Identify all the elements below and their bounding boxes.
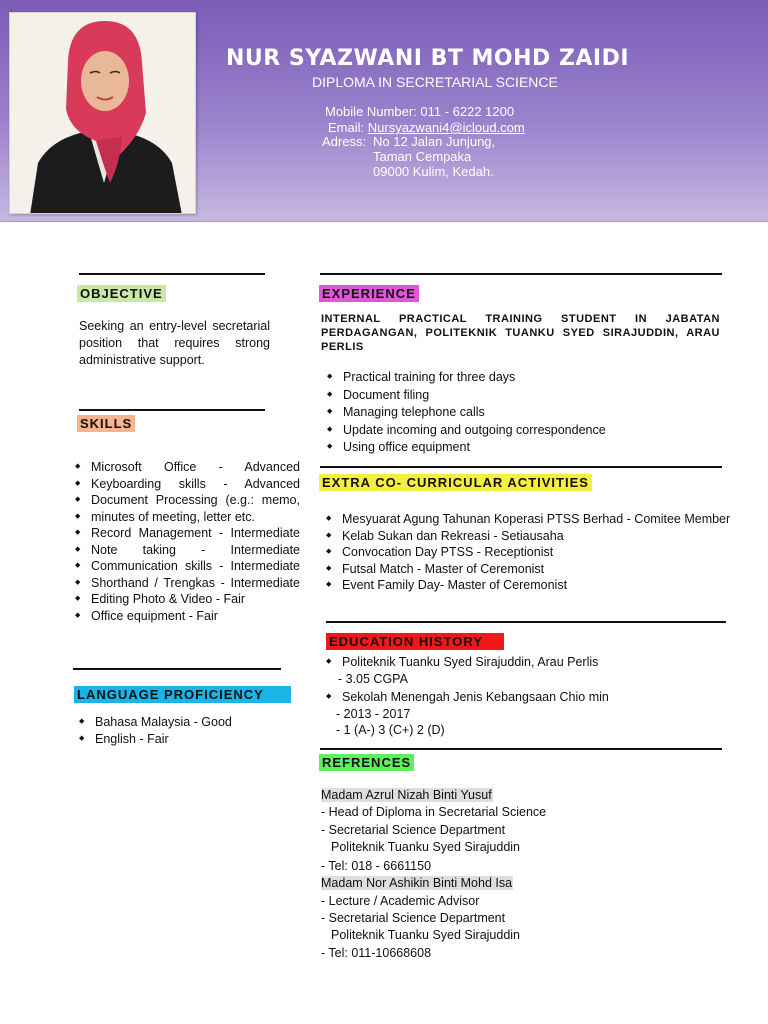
objective-heading: OBJECTIVE: [77, 285, 166, 302]
education-detail: [326, 706, 726, 723]
reference-line: - Head of Diploma in Secretarial Science: [321, 805, 547, 820]
skill-item: ◆ Communication skills - Intermediate: [75, 558, 300, 575]
language-divider: [73, 668, 281, 670]
email-label: Email:: [328, 120, 365, 135]
address-line-3: 09000 Kulim, Kedah.: [373, 164, 494, 179]
skill-item: ◆ Keyboarding skills - Advanced: [75, 476, 300, 493]
references-block: [321, 787, 546, 962]
skill-item: ◆ Office equipment - Fair: [75, 608, 300, 625]
language-heading: LANGUAGE PROFICIENCY: [74, 686, 291, 703]
experience-list: [327, 369, 727, 456]
reference-name: [321, 875, 546, 892]
experience-position: INTERNAL PRACTICAL TRAINING STUDENT IN JABATAN PERDAGANGAN, POLITEKNIK TUANKU SYED SIRAJUDDIN, ARAU PERLIS: [321, 313, 720, 353]
references-heading: REFRENCES: [319, 754, 414, 771]
education-item: [326, 654, 726, 671]
address-line-1: No 12 Jalan Junjung,: [373, 134, 496, 149]
resume-header: [0, 0, 768, 222]
experience-divider: [320, 273, 722, 275]
reference-tel: - Tel: 011-10668608: [321, 945, 432, 960]
skill-item: ◆ Shorthand / Trengkas - Intermediate: [75, 575, 300, 592]
language-item: ◆ English - Fair: [79, 731, 279, 748]
skill-item: ◆ Note taking - Intermediate: [75, 542, 300, 559]
reference-institution: Politeknik Tuanku Syed Sirajuddin: [331, 928, 521, 943]
reference-line: - Secretarial Science Department: [321, 911, 506, 926]
profile-photo-graphic: [10, 13, 196, 214]
education-detail: [326, 671, 726, 688]
education-school: Politeknik Tuanku Syed Sirajuddin, Arau Perlis: [342, 655, 599, 669]
reference-name-text: Madam Nor Ashikin Binti Mohd Isa: [321, 876, 513, 891]
skills-list: [75, 459, 300, 624]
activity-item: ◆ Event Family Day- Master of Ceremonist: [326, 577, 766, 594]
activity-item: ◆ Mesyuarat Agung Tahunan Koperasi PTSS Berhad - Comitee Member: [326, 511, 766, 528]
activities-list: [326, 511, 766, 594]
experience-item: ◆ Practical training for three days: [327, 369, 727, 386]
education-gpa: - 3.05 CGPA: [338, 671, 408, 686]
email-link[interactable]: Nursyazwani4@icloud.com: [367, 120, 525, 135]
activities-heading: EXTRA CO- CURRICULAR ACTIVITIES: [319, 474, 592, 491]
candidate-qualification: DIPLOMA IN SECRETARIAL SCIENCE: [312, 74, 558, 90]
education-divider: [326, 621, 726, 623]
experience-item: ◆ Managing telephone calls: [327, 404, 727, 421]
address-label: Adress:: [322, 134, 367, 149]
skill-item: ◆ Microsoft Office - Advanced: [75, 459, 300, 476]
skill-item-continuation: [75, 509, 300, 526]
education-item: [326, 689, 726, 706]
reference-line: - Secretarial Science Department: [321, 822, 506, 837]
education-results: - 1 (A-) 3 (C+) 2 (D): [336, 723, 445, 737]
activities-divider: [320, 466, 722, 468]
reference-name: [321, 787, 546, 804]
skills-heading: SKILLS: [77, 415, 135, 432]
skill-item: ◆ Record Management - Intermediate: [75, 525, 300, 542]
profile-photo: [9, 12, 196, 214]
activity-item: ◆ Kelab Sukan dan Rekreasi - Setiausaha: [326, 528, 766, 545]
education-school: Sekolah Menengah Jenis Kebangsaan Chio min: [342, 690, 609, 704]
education-heading: EDUCATION HISTORY: [326, 633, 504, 650]
language-list: [79, 714, 279, 747]
language-item: ◆ Bahasa Malaysia - Good: [79, 714, 279, 731]
mobile-number: Mobile Number: 011 - 6222 1200: [325, 104, 515, 119]
objective-divider: [79, 273, 265, 275]
reference-name-text: Madam Azrul Nizah Binti Yusuf: [321, 788, 492, 802]
education-detail: [326, 722, 726, 739]
education-list: [326, 654, 726, 739]
experience-item: ◆ Using office equipment: [327, 439, 727, 456]
experience-item: ◆ Update incoming and outgoing correspondence: [327, 422, 727, 439]
reference-line: - Lecture / Academic Advisor: [321, 893, 480, 908]
skill-item-continuation-text: minutes of meeting, letter etc.: [91, 509, 255, 524]
skill-item: ◆ Document Processing (e.g.: memo,: [75, 492, 300, 509]
objective-text: Seeking an entry-level secretarial position that requires strong administrative support.: [79, 319, 270, 367]
skills-divider: [79, 409, 265, 411]
experience-heading: EXPERIENCE: [319, 285, 419, 302]
references-divider: [320, 748, 722, 750]
reference-tel: - Tel: 018 - 6661150: [321, 859, 432, 874]
skill-item: ◆ Editing Photo & Video - Fair: [75, 591, 300, 608]
candidate-name: NUR SYAZWANI BT MOHD ZAIDI: [226, 46, 630, 71]
address-line-2: Taman Cempaka: [373, 149, 472, 164]
activity-item: ◆ Convocation Day PTSS - Receptionist: [326, 544, 766, 561]
reference-institution: Politeknik Tuanku Syed Sirajuddin: [331, 839, 521, 854]
activity-item: ◆ Futsal Match - Master of Ceremonist: [326, 561, 766, 578]
experience-item: ◆ Document filing: [327, 387, 727, 404]
education-years: - 2013 - 2017: [336, 706, 411, 721]
